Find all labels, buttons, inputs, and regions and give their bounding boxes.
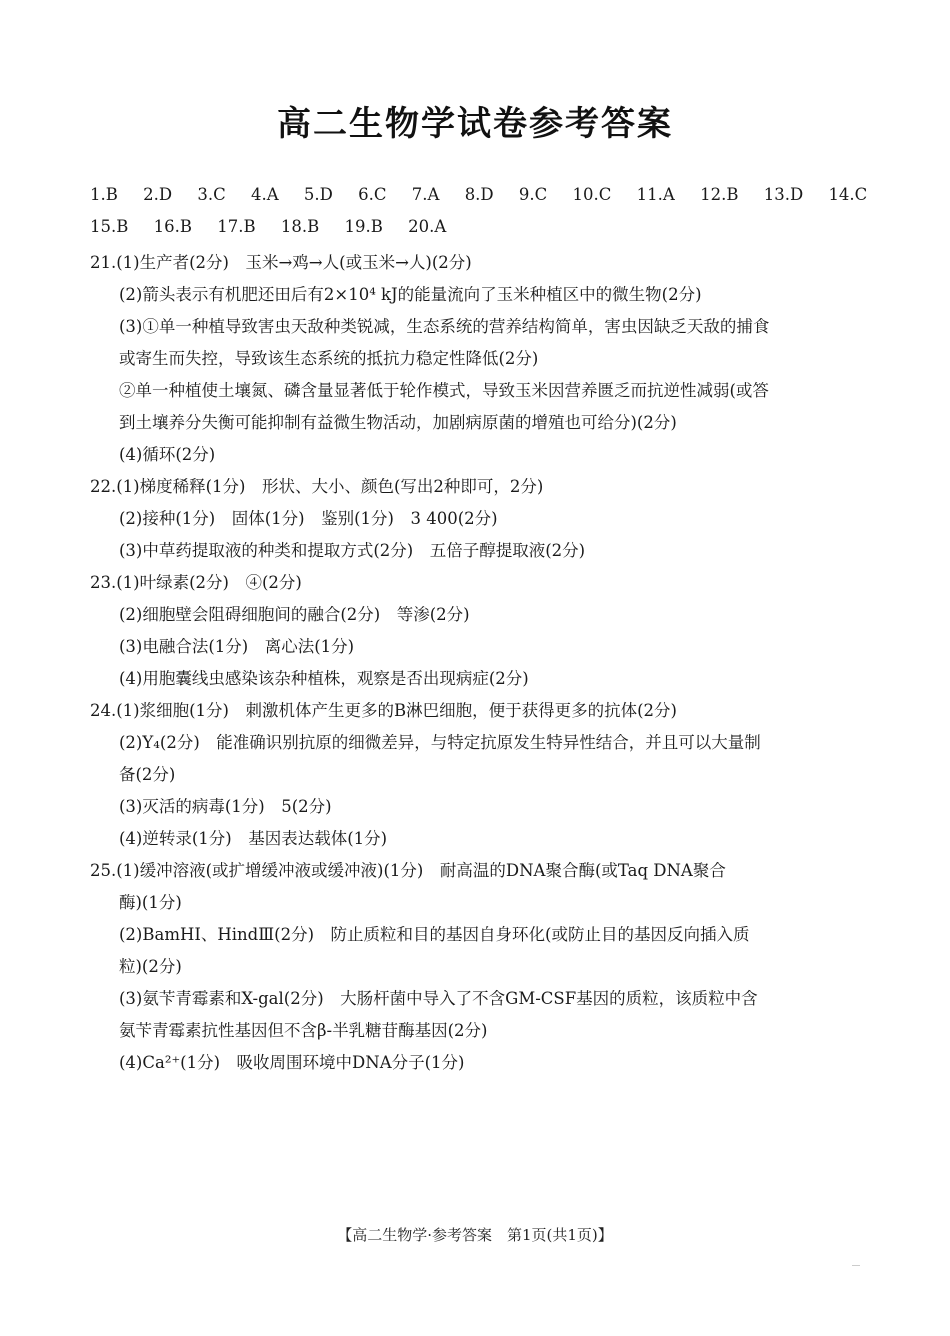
answer-line: (3)中草药提取液的种类和提取方式(2分) 五倍子醇提取液(2分) [119, 541, 586, 560]
answer-line: 21.(1)生产者(2分) 玉米→鸡→人(或玉米→人)(2分) [90, 253, 472, 272]
answer-line: 或寄生而失控，导致该生态系统的抵抗力稳定性降低(2分) [119, 349, 539, 368]
mc-answers-row-1 [90, 185, 887, 204]
mc-answer: 7.A [411, 185, 440, 204]
mc-answers-row-2 [90, 217, 466, 236]
answer-line: (2)接种(1分) 固体(1分) 鉴别(1分) 3 400(2分) [119, 509, 498, 528]
answer-line: ②单一种植使土壤氮、磷含量显著低于轮作模式，导致玉米因营养匮乏而抗逆性减弱(或答 [119, 381, 769, 400]
mc-answer: 10.C [572, 185, 612, 204]
answer-line: (4)Ca²⁺(1分) 吸收周围环境中DNA分子(1分) [119, 1053, 465, 1072]
answer-line: 粒)(2分) [119, 957, 182, 976]
mc-answer: 19.B [344, 217, 383, 236]
mc-answer: 17.B [217, 217, 256, 236]
answer-line: 到土壤养分失衡可能抑制有益微生物活动，加剧病原菌的增殖也可给分)(2分) [119, 413, 677, 432]
mc-answer: 18.B [280, 217, 320, 236]
mc-answer: 4.A [250, 185, 279, 204]
mc-answer: 2.D [143, 185, 173, 204]
answer-line: (3)灭活的病毒(1分) 5(2分) [119, 797, 332, 816]
answer-line: (2)箭头表示有机肥还田后有2×10⁴ kJ的能量流向了玉米种植区中的微生物(2分) [119, 285, 702, 304]
page-footer: 【高二生物学·参考答案 第1页(共1页)】 [337, 1226, 613, 1244]
corner-mark [852, 1265, 860, 1266]
mc-answer: 15.B [90, 217, 129, 236]
mc-answer: 12.B [700, 185, 739, 204]
answer-line: (3)①单一种植导致害虫天敌种类锐减，生态系统的营养结构简单，害虫因缺乏天敌的捕食 [119, 317, 770, 336]
answer-line: 22.(1)梯度稀释(1分) 形状、大小、颜色(写出2种即可，2分) [90, 477, 544, 496]
answer-line: 酶)(1分) [119, 893, 182, 912]
answer-line: (4)用胞囊线虫感染该杂种植株，观察是否出现病症(2分) [119, 669, 529, 688]
mc-answer: 13.D [763, 185, 804, 204]
answer-line: (2)Y₄(2分) 能准确识别抗原的细微差异，与特定抗原发生特异性结合，并且可以大量制 [119, 733, 761, 752]
page-title: 高二生物学试卷参考答案 [277, 104, 673, 144]
mc-answer: 3.C [197, 185, 226, 204]
answer-line: 备(2分) [119, 765, 176, 784]
answer-line: (4)逆转录(1分) 基因表达载体(1分) [119, 829, 388, 848]
answer-line: (2)细胞壁会阻碍细胞间的融合(2分) 等渗(2分) [119, 605, 470, 624]
answer-line: (2)BamHⅠ、HindⅢ(2分) 防止质粒和目的基因自身环化(或防止目的基因反向插入质 [119, 925, 750, 944]
answer-line: 23.(1)叶绿素(2分) ④(2分) [90, 573, 302, 592]
mc-answer: 6.C [358, 185, 387, 204]
mc-answer: 9.C [518, 185, 548, 204]
mc-answer: 11.A [636, 185, 675, 204]
mc-answer: 8.D [464, 185, 494, 204]
answer-line: (4)循环(2分) [119, 445, 216, 464]
answer-line: 25.(1)缓冲溶液(或扩增缓冲液或缓冲液)(1分) 耐高温的DNA聚合酶(或Taq DNA聚合 [90, 861, 726, 880]
mc-answer: 16.B [153, 217, 192, 236]
mc-answer: 1.B [90, 185, 118, 204]
mc-answer: 5.D [303, 185, 333, 204]
answer-line: (3)电融合法(1分) 离心法(1分) [119, 637, 355, 656]
answer-line: 氨苄青霉素抗性基因但不含β-半乳糖苷酶基因(2分) [119, 1021, 488, 1040]
mc-answer: 20.A [408, 217, 447, 236]
mc-answer: 14.C [828, 185, 868, 204]
answer-line: (3)氨苄青霉素和X-gal(2分) 大肠杆菌中导入了不含GM-CSF基因的质粒，该质粒中含 [119, 989, 758, 1008]
answer-line: 24.(1)浆细胞(1分) 刺激机体产生更多的B淋巴细胞，便于获得更多的抗体(2分) [90, 701, 677, 720]
